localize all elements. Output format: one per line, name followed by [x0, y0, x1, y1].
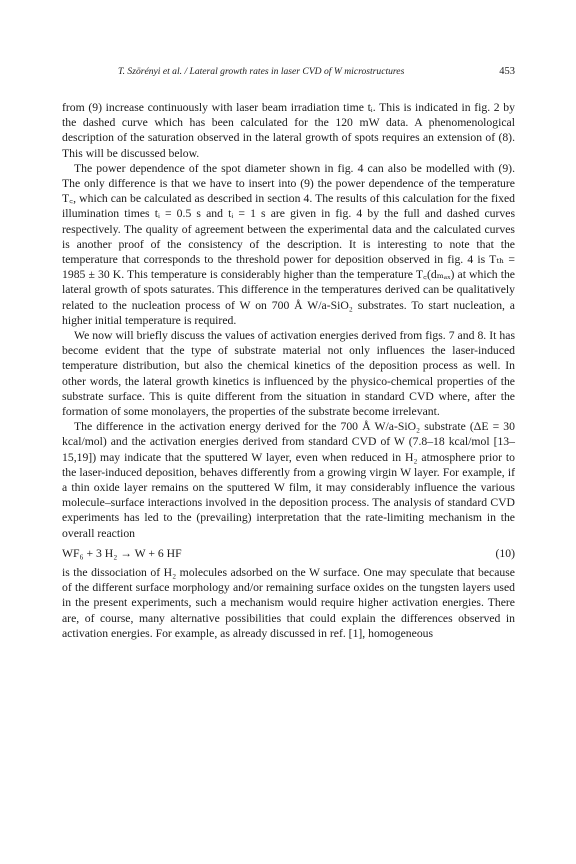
equation-10 — [62, 543, 515, 564]
running-header — [62, 66, 515, 82]
equation-text: WF₆ + 3 H₂ → W + 6 HF — [62, 546, 182, 560]
paragraph-continuation: from (9) increase continuously with laser beam irradiation time tᵢ. This is indicated in fig. 2 by the dashed curve which has been calculated for the 120 mW data. A phenomenological description of the saturation observed in the lateral growth of spots requires an extension of (8). This will be discussed below. — [62, 101, 515, 160]
equation-number: (10) — [495, 546, 515, 560]
running-title: T. Szörényi et al. / Lateral growth rates in laser CVD of W microstructures — [118, 66, 405, 77]
paragraph-closing: is the dissociation of H₂ molecules adsorbed on the W surface. One may speculate that because of the different surface morphology and/or remaining surface oxides on the tungsten layers used in the present experiments, such a mechanism would require higher activation energies. There are, of course, many alternative possibilities that could explain the differences observed in activation energies. For example, as already discussed in ref. [1], homogeneous — [62, 565, 515, 640]
paragraph-activation-energies: We now will briefly discuss the values of activation energies derived from figs. 7 and 8. It has become evident that the type of substrate material not only influences the laser-induced temperature distribution, but also the chemical kinetics of the deposition process as well. In other words, the lateral growth kinetics is influenced by the physico-chemical properties of the substrate surface. This is quite different from the situation in standard CVD where, after the formation of some monolayers, the properties of the substrate become irrelevant. — [62, 329, 515, 419]
paragraph-energy-difference: The difference in the activation energy derived for the 700 Å W/a-SiO₂ substrate (ΔE = 30 kcal/mol) and the activation energies derived from standard CVD of W (7.8–18 kcal/mol [13–15,19]) may indicate that the sputtered W layer, even when reduced in H₂ atmosphere prior to the laser-induced deposition, behaves differently from a growing virgin W layer. For example, if a thin oxide layer remains on the sputtered W film, it may considerably influence the various molecule–surface interactions involved in the deposition process. The analysis of standard CVD experiments has led to the (prevailing) interpretation that the rate-limiting mechanism in the overall reaction — [62, 420, 515, 540]
paragraph-power-dependence: The power dependence of the spot diameter shown in fig. 4 can also be modelled with (9). The only difference is that we have to insert into (9) the power dependence of the temperature T꜀, which can be calculated as described in section 4. The results of this calculation for the fixed illumination times tᵢ = 0.5 s and tᵢ = 1 s are given in fig. 4 by the full and dashed curves respectively. The quality of agreement between the experimental data and the calculated curves is another proof of the consistency of the description. It is interesting to note that the temperature that corresponds to the threshold power for deposition observed in fig. 4 is Tₜₕ = 1985 ± 30 K. This temperature is considerably higher than the temperature T꜀(dₘₐₓ) at which the lateral growth of spots saturates. This difference in the temperatures derived can be qualitatively related to the nucleation process of W on 700 Å W/a-SiO₂ substrates. To start nucleation, a higher initial temperature is required. — [62, 161, 515, 327]
journal-page — [62, 66, 515, 641]
page-number: 453 — [499, 66, 515, 77]
